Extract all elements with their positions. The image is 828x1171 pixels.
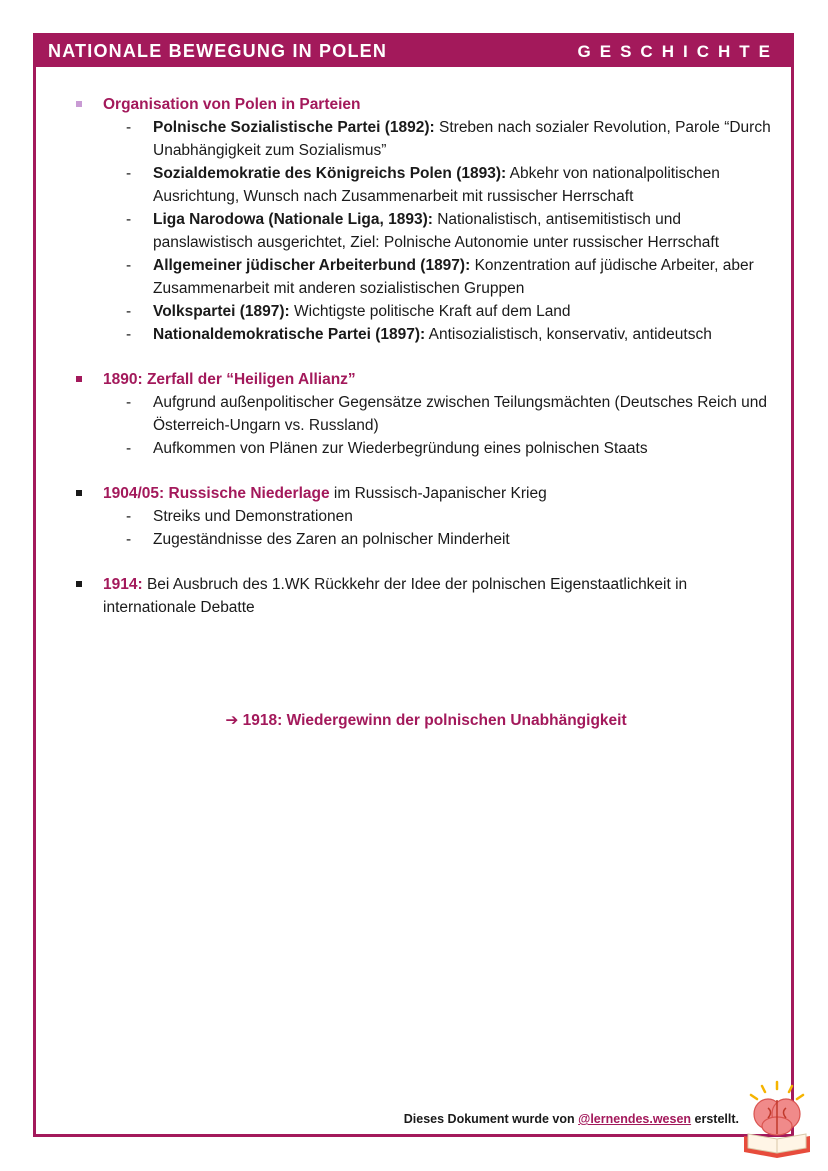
- section-year: 1914:: [103, 576, 143, 593]
- dash-icon: -: [126, 303, 132, 320]
- author-link[interactable]: @lernendes.wesen: [578, 1112, 692, 1126]
- item-text: Streiks und Demonstrationen: [153, 508, 353, 525]
- dash-icon: -: [126, 440, 132, 457]
- dash-icon: -: [126, 508, 132, 525]
- list-item: [126, 162, 776, 208]
- party-text: Antisozialistisch, konservativ, antideutsch: [425, 326, 712, 343]
- content: [76, 93, 776, 729]
- brain-book-icon: [738, 1078, 816, 1160]
- party-name: Sozialdemokratie des Königreichs Polen (1893):: [153, 165, 507, 182]
- party-name: Polnische Sozialistische Partei (1892):: [153, 119, 435, 136]
- party-name: Liga Narodowa (Nationale Liga, 1893):: [153, 211, 433, 228]
- list-item: [126, 437, 776, 460]
- section-niederlage: [76, 482, 776, 551]
- list-item: [126, 528, 776, 551]
- party-text: Nationalistisch, antisemitistisch und panslawistisch ausgerichtet, Ziel: Polnische Autonomie unter russischer Herrschaft: [153, 211, 720, 251]
- dash-icon: -: [126, 326, 132, 343]
- section-title: Organisation von Polen in Parteien: [103, 96, 361, 113]
- section-parties: [76, 93, 776, 346]
- dash-icon: -: [126, 257, 132, 274]
- party-name: Nationaldemokratische Partei (1897):: [153, 326, 426, 343]
- dash-icon: -: [126, 211, 132, 228]
- section-title-rest: im Russisch-Japanischer Krieg: [329, 485, 547, 502]
- party-name: Volkspartei (1897):: [153, 303, 290, 320]
- section-niederlage-head: [76, 482, 776, 505]
- section-title: 1904/05: Russische Niederlage: [103, 485, 330, 502]
- conclusion: ➔ 1918: Wiedergewinn der polnischen Unabhängigkeit: [225, 712, 627, 729]
- section-wk-head: [76, 573, 776, 619]
- party-list: [76, 116, 776, 346]
- list-item: [126, 116, 776, 162]
- item-text: Aufgrund außenpolitischer Gegensätze zwischen Teilungsmächten (Deutsches Reich und Österreich-Ungarn vs. Russland): [153, 394, 768, 434]
- list-item: [126, 208, 776, 254]
- list-item: [126, 300, 776, 323]
- list-item: [126, 391, 776, 437]
- item-text: Zugeständnisse des Zaren an polnischer Minderheit: [153, 531, 510, 548]
- niederlage-list: [76, 505, 776, 551]
- footer-suffix: erstellt.: [691, 1112, 739, 1126]
- party-text: Wichtigste politische Kraft auf dem Land: [289, 303, 571, 320]
- dash-icon: -: [126, 119, 132, 136]
- list-item: [126, 323, 776, 346]
- bullet-square-icon: [76, 581, 82, 587]
- party-text: Konzentration auf jüdische Arbeiter, aber Zusammenarbeit mit anderen sozialistischen Gruppen: [153, 257, 754, 297]
- party-text: Abkehr von nationalpolitischen Ausrichtung, Wunsch nach Zusammenarbeit mit russischer Herrschaft: [153, 165, 720, 205]
- section-wk: [76, 573, 776, 619]
- allianz-list: [76, 391, 776, 460]
- item-text: Aufkommen von Plänen zur Wiederbegründung eines polnischen Staats: [153, 440, 648, 457]
- page-header: [36, 36, 791, 67]
- section-parties-head: [76, 93, 776, 116]
- list-item: [126, 505, 776, 528]
- party-text: Streben nach sozialer Revolution, Parole “Durch Unabhängigkeit zum Sozialismus”: [153, 119, 771, 159]
- bullet-square-icon: [76, 101, 82, 107]
- dash-icon: -: [126, 165, 132, 182]
- footer-credit: [404, 1112, 739, 1126]
- footer-prefix: Dieses Dokument wurde von: [403, 1112, 579, 1126]
- page-title: NATIONALE BEWEGUNG IN POLEN: [48, 41, 388, 61]
- dash-icon: -: [126, 531, 132, 548]
- subject-label: GESCHICHTE: [577, 41, 779, 61]
- section-text: Bei Ausbruch des 1.WK Rückkehr der Idee der polnischen Eigenstaatlichkeit in internationale Debatte: [103, 576, 688, 616]
- section-allianz-head: [76, 368, 776, 391]
- section-allianz: [76, 368, 776, 460]
- page-frame: [33, 33, 794, 1137]
- bullet-square-icon: [76, 376, 82, 382]
- party-name: Allgemeiner jüdischer Arbeiterbund (1897):: [153, 257, 471, 274]
- section-title: 1890: Zerfall der “Heiligen Allianz”: [103, 371, 356, 388]
- dash-icon: -: [126, 394, 132, 411]
- list-item: [126, 254, 776, 300]
- bullet-square-icon: [76, 490, 82, 496]
